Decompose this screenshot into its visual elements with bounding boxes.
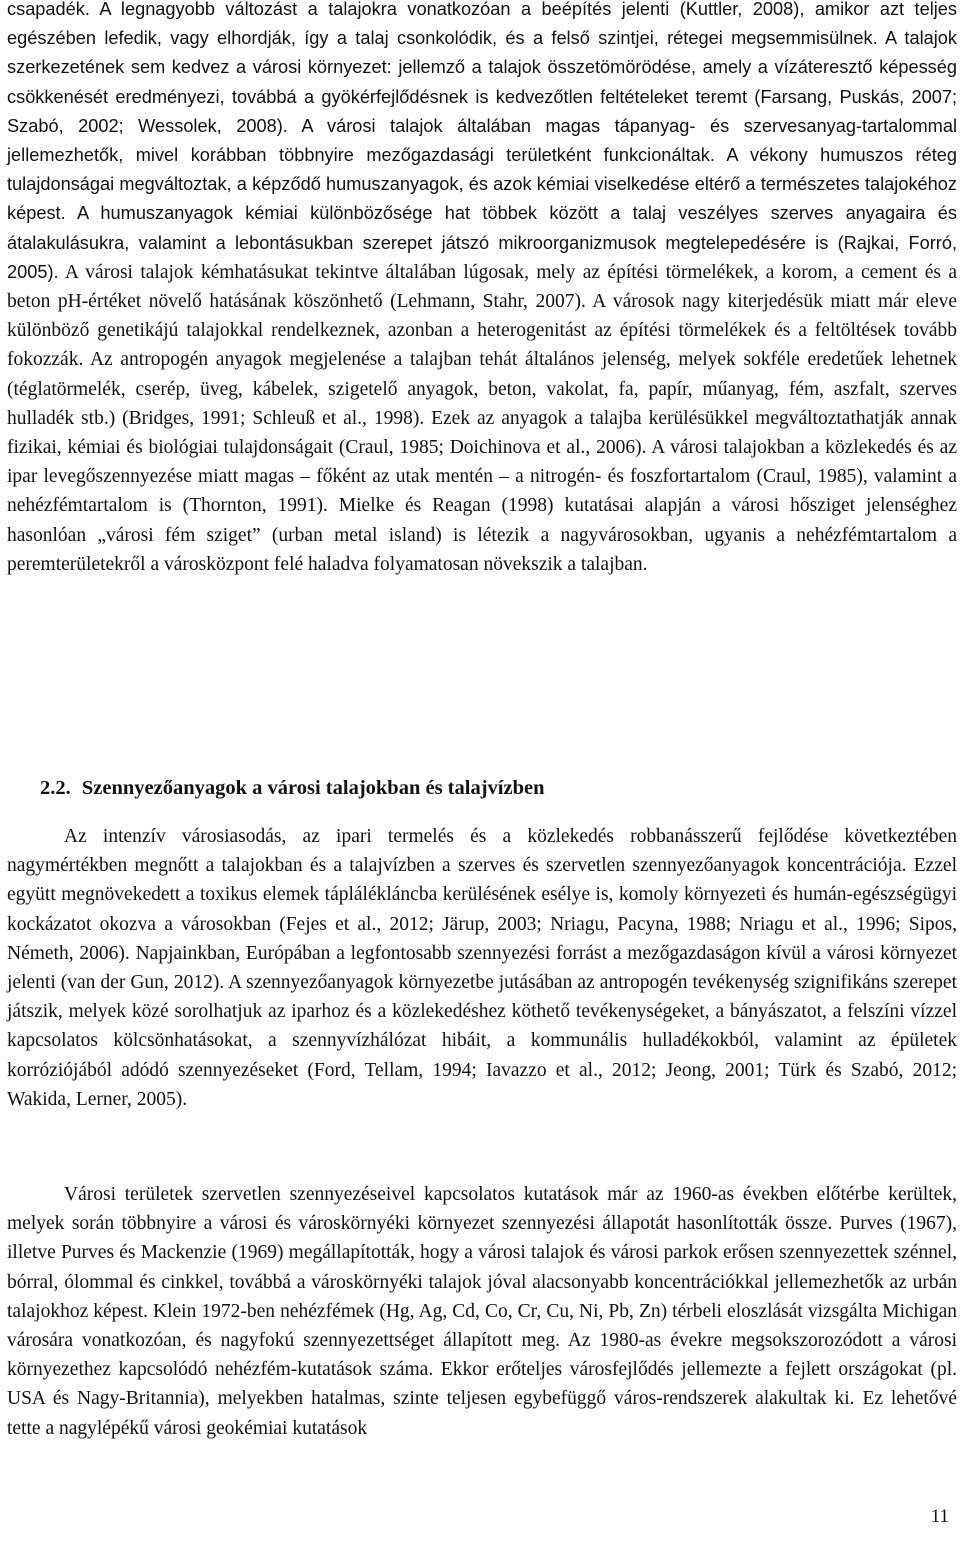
paragraph-sans-run: csapadék. A legnagyobb változást a talajokra vonatkozóan a beépítés jelenti (Kuttler, 2008), amikor azt teljes egészében lefedik, vagy elhordják, így a talaj csonkolódik, és a felső szintjei, rétegei megsemmisülnek. A talajok szerkezetének sem kedvez a városi környezet: jellemző a talajok összetömörödése, amely a vízáteresztő képesség csökkenését eredményezi, továbbá a gyökérfejlődésnek is kedvezőtlen feltételeket teremt (Farsang, Puskás, 2007; Szabó, 2002; Wessolek, 2008). A városi talajok általában magas tápanyag- és szervesanyag-tartalommal jellemezhetők, mivel korábban többnyire mezőgazdasági területként funkcionáltak. A vékony humuszos réteg tulajdonságai megváltoztak, a képződő humuszanyagok, és azok kémiai viselkedése eltérő a természetes talajokéhoz képest. A humuszanyagok kémiai különbözősége hat többek között a talaj veszélyes szerves anyagaira és átalakulásukra, valamint a lebontásukban szerepet játszó mikroorganizmusok megtelepedésére is (Rajkai, Forró, 2005). bbox=[7, 0, 957, 282]
paragraph-urban-soil-properties bbox=[7, 0, 957, 579]
section-number: 2.2. bbox=[40, 777, 71, 799]
page-number: 11 bbox=[930, 1506, 949, 1527]
paragraph-inorganic-pollution-research: Városi területek szervetlen szennyezéseivel kapcsolatos kutatások már az 1960-as években előtérbe kerültek, melyek során többnyire a városi és városkörnyéki környezet szennyezési állapotát hasonlították össze. Purves (1967), illetve Purves és Mackenzie (1969) megállapították, hogy a városi talajok és városi parkok erősen szennyezettek szénnel, bórral, ólommal és cinkkel, továbbá a városkörnyéki talajok jóval alacsonyabb koncentrációkkal jellemezhetők az urbán talajokhoz képest. Klein 1972-ben nehézfémek (Hg, Ag, Cd, Co, Cr, Cu, Ni, Pb, Zn) térbeli eloszlását vizsgálta Michigan városára vonatkozóan, és nagyfokú szennyezettséget állapított meg. Az 1980-as évekre megsokszorozódott a városi környezethez kapcsolódó nehézfém-kutatások száma. Ekkor erőteljes városfejlődés jellemezte a fejlett országokat (pl. USA és Nagy-Britannia), melyekben hatalmas, szinte teljesen egybefüggő város-rendszerek alakultak ki. Ez lehetővé tette a nagylépékű városi geokémiai kutatások bbox=[7, 1184, 957, 1439]
paragraph-serif-run: A városi talajok kémhatásukat tekintve általában lúgosak, mely az építési törmelékek, a korom, a cement és a beton pH-értéket növelő hatásának köszönhető (Lehmann, Stahr, 2007). A városok nagy kiterjedésük miatt már eleve különböző genetikájú talajokkal rendelkeznek, azonban a heterogenitást az építési törmelékek és a feltöltések tovább fokozzák. Az antropogén anyagok megjelenése a talajban tehát általános jelenség, melyek sokféle eredetűek lehetnek (téglatörmelék, cserép, üveg, kábelek, szigetelő anyagok, beton, vakolat, fa, papír, műanyag, fém, aszfalt, szerves hulladék stb.) (Bridges, 1991; Schleuß et al., 1998). Ezek az anyagok a talajba kerülésükkel megváltoztathatják annak fizikai, kémiai és biológiai tulajdonságait (Craul, 1985; Doichinova et al., 2006). A városi talajokban a közlekedés és az ipar levegőszennyezése miatt magas – főként az utak mentén – a nitrogén- és foszfortartalom (Craul, 1985), valamint a nehézfémtartalom is (Thornton, 1991). Mielke és Reagan (1998) kutatásai alapján a városi hősziget jelenséghez hasonlóan „városi fém sziget” (urban metal island) is létezik a nagyvárosokban, ugyanis a nehézfémtartalom a peremterületekről a városközpont felé haladva folyamatosan növekszik a talajban. bbox=[7, 261, 957, 575]
paragraph-pollutants-intro: Az intenzív városiasodás, az ipari termelés és a közlekedés robbanásszerű fejlődése következtében nagymértékben megnőtt a talajokban és a talajvízben a szerves és szervetlen szennyezőanyagok koncentrációja. Ezzel együtt megnövekedett a toxikus elemek táplálékláncba kerülésének esélye is, komoly környezeti és humán-egészségügyi kockázatot okozva a városokban (Fejes et al., 2012; Järup, 2003; Nriagu, Pacyna, 1988; Nriagu et al., 1996; Sipos, Németh, 2006). Napjainkban, Európában a legfontosabb szennyezési forrást a mezőgazdaságon kívül a városi környezet jelenti (van der Gun, 2012). A szennyezőanyagok környezetbe jutásában az antropogén tevékenység szignifikáns szerepet játszik, melyek közé sorolhatjuk az iparhoz és a közlekedéshez köthető tevékenységeket, a bányászatot, a felszíni vízzel kapcsolatos kölcsönhatásokat, a szennyvízhálózat hibáit, a kommunális hulladékokból, valamint az épületek korróziójából adódó szennyezéseket (Ford, Tellam, 1994; Iavazzo et al., 2012; Jeong, 2001; Türk és Szabó, 2012; Wakida, Lerner, 2005). bbox=[7, 826, 957, 1110]
document-page bbox=[7, 0, 957, 1541]
section-title: Szennyezőanyagok a városi talajokban és talajvízben bbox=[81, 777, 545, 799]
section-heading bbox=[40, 774, 544, 803]
